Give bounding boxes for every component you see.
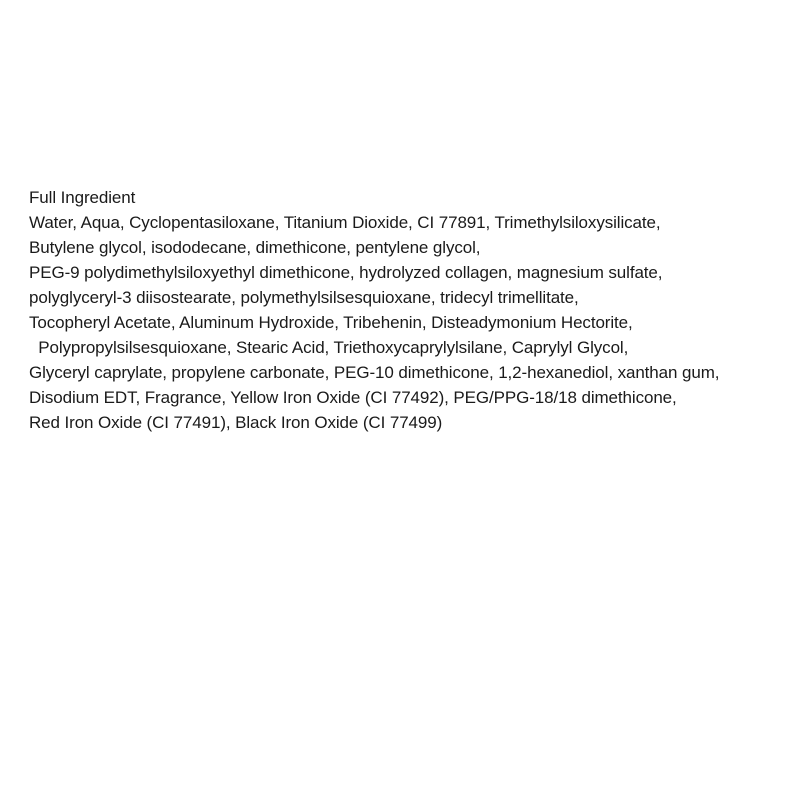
ingredient-line: Glyceryl caprylate, propylene carbonate, PEG-10 dimethicone, 1,2-hexanediol, xanthan gum, [29,363,720,382]
ingredient-line: Tocopheryl Acetate, Aluminum Hydroxide, Tribehenin, Disteadymonium Hectorite, [29,313,633,332]
ingredient-list-heading: Full Ingredient [29,188,136,207]
ingredient-line: Water, Aqua, Cyclopentasiloxane, Titanium Dioxide, CI 77891, Trimethylsiloxysilicate, [29,213,661,232]
ingredient-line: Red Iron Oxide (CI 77491), Black Iron Oxide (CI 77499) [29,413,443,432]
ingredient-list [29,185,792,435]
ingredient-line: PEG-9 polydimethylsiloxyethyl dimethicone, hydrolyzed collagen, magnesium sulfate, [29,263,663,282]
ingredient-line: Polypropylsilsesquioxane, Stearic Acid, Triethoxycaprylylsilane, Caprylyl Glycol, [29,338,629,357]
ingredient-line: Disodium EDT, Fragrance, Yellow Iron Oxide (CI 77492), PEG/PPG-18/18 dimethicone, [29,388,677,407]
ingredient-line: Butylene glycol, isododecane, dimethicone, pentylene glycol, [29,238,481,257]
ingredient-line: polyglyceryl-3 diisostearate, polymethylsilsesquioxane, tridecyl trimellitate, [29,288,579,307]
